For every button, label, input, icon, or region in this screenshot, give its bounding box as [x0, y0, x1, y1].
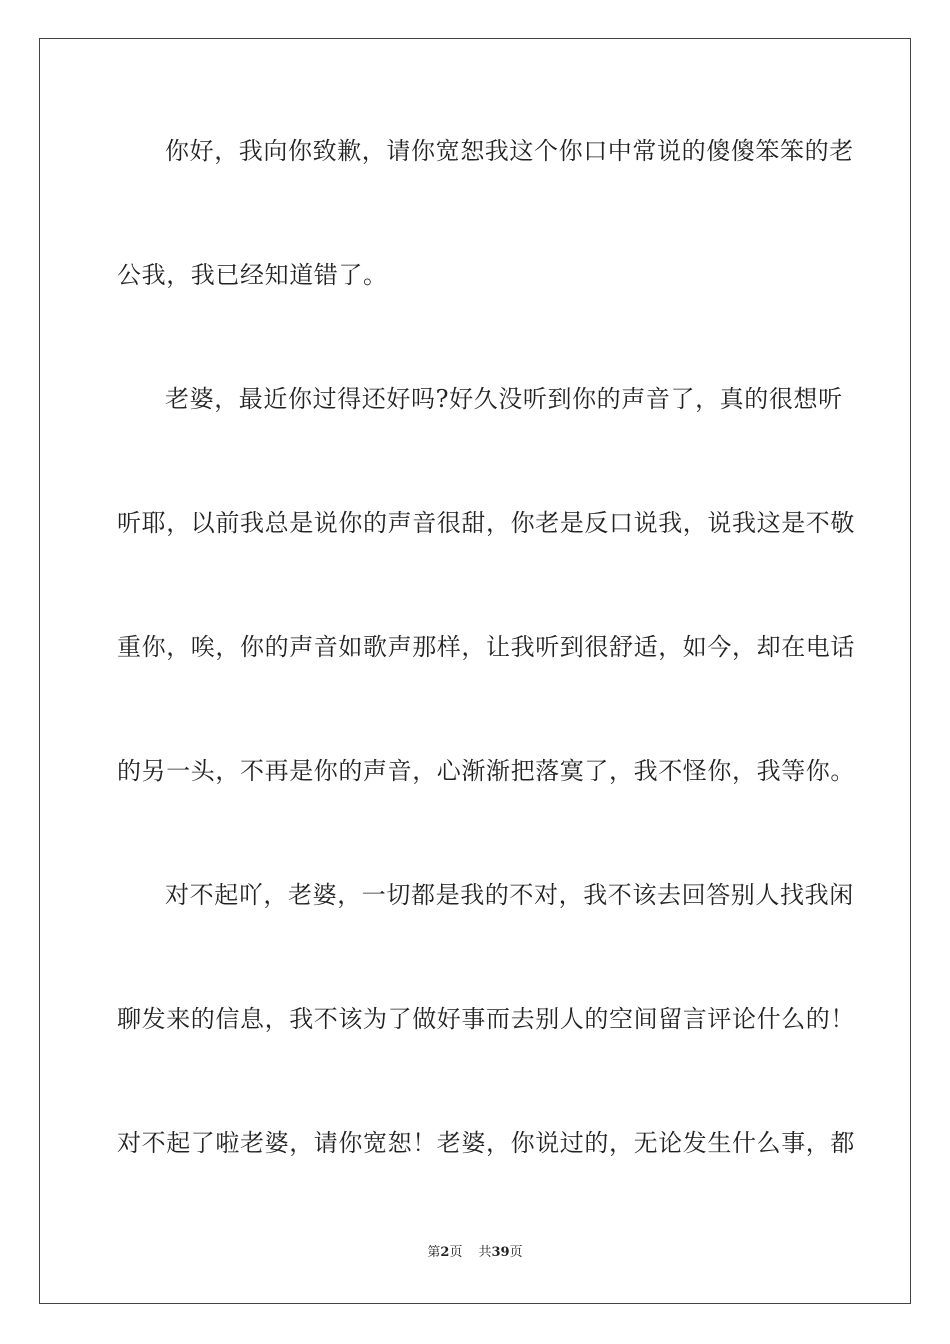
- page-prefix: 第: [427, 1245, 441, 1260]
- text-line-9: 对不起了啦老婆，请你宽恕！老婆，你说过的，无论发生什么事，都: [117, 1129, 855, 1157]
- total-suffix: 页: [509, 1245, 523, 1260]
- page-footer: [0, 1244, 950, 1262]
- text-line-3: 老婆，最近你过得还好吗?好久没听到你的声音了，真的很想听: [165, 385, 843, 413]
- text-line-4: 听耶，以前我总是说你的声音很甜，你老是反口说我，说我这是不敬: [117, 509, 855, 537]
- text-line-6: 的另一头，不再是你的声音，心渐渐把落寞了，我不怪你，我等你。: [117, 757, 855, 785]
- total-pages: 39: [491, 1245, 510, 1260]
- page-border: [39, 38, 911, 1304]
- text-line-2: 公我，我已经知道错了。: [117, 261, 388, 289]
- total-prefix: 共: [478, 1245, 492, 1260]
- text-line-5: 重你，唉，你的声音如歌声那样，让我听到很舒适，如今，却在电话: [117, 633, 855, 661]
- text-line-7: 对不起吖，老婆，一切都是我的不对，我不该去回答别人找我闲: [165, 881, 854, 909]
- text-line-8: 聊发来的信息，我不该为了做好事而去别人的空间留言评论什么的！: [117, 1005, 855, 1033]
- page-number: 2: [440, 1245, 450, 1260]
- page-suffix: 页: [449, 1245, 463, 1260]
- text-line-1: 你好，我向你致歉，请你宽恕我这个你口中常说的傻傻笨笨的老: [165, 137, 854, 165]
